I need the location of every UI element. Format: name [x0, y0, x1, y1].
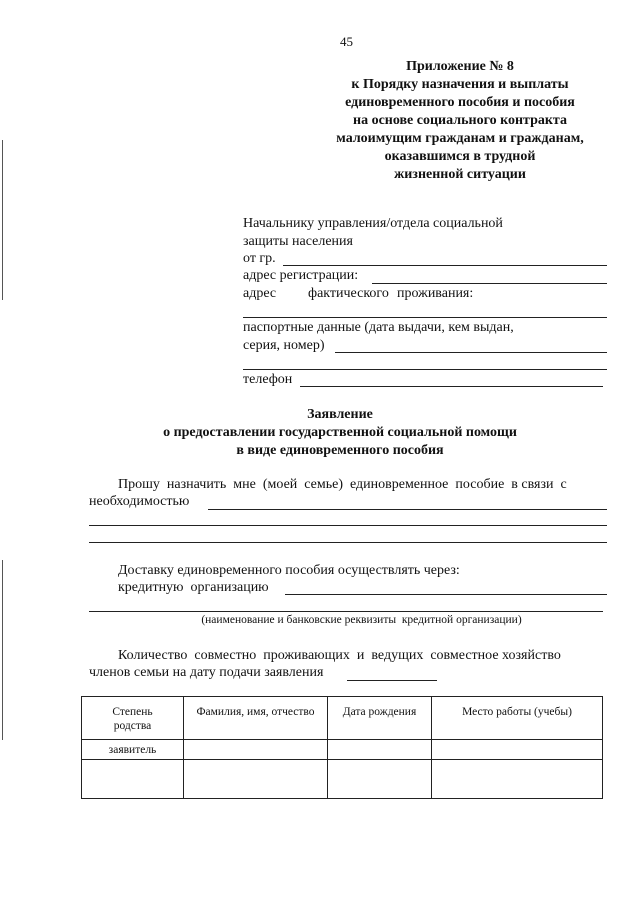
cell-relation[interactable]: [82, 760, 184, 799]
actual-address-word1: адрес: [243, 286, 277, 301]
header-relation: [82, 697, 184, 740]
scan-edge-line: [2, 560, 3, 740]
members-line1: Количество совместно проживающих и ведущих совместное хозяйство: [118, 648, 561, 663]
appendix-line: к Порядку назначения и выплаты: [351, 77, 569, 92]
page-number: 45: [340, 34, 353, 49]
header-relation-line1: Степень: [112, 706, 153, 718]
actual-address-field[interactable]: [243, 317, 607, 318]
credit-org-field[interactable]: [285, 594, 607, 595]
from-label: от гр.: [243, 251, 276, 266]
from-field[interactable]: [283, 265, 607, 266]
reason-field-3[interactable]: [89, 542, 607, 543]
header-relation-line2: родства: [113, 720, 152, 732]
passport-field[interactable]: [335, 352, 607, 353]
family-members-table: [81, 696, 603, 799]
registration-label: адрес регистрации:: [243, 268, 359, 283]
statement-heading: [130, 406, 550, 460]
members-line2: членов семьи на дату подачи заявления: [89, 665, 324, 680]
table-row: [82, 760, 603, 799]
appendix-line: жизненной ситуации: [394, 167, 526, 182]
actual-address-word3: проживания:: [397, 286, 474, 301]
cell-birth[interactable]: [328, 760, 432, 799]
appendix-line: единовременного пособия и пособия: [345, 95, 575, 110]
table-row: [82, 740, 603, 760]
passport-line1: паспортные данные (дата выдачи, кем выдан,: [243, 320, 514, 335]
appendix-title: Приложение № 8: [406, 59, 514, 74]
cell-work[interactable]: [432, 740, 603, 760]
cell-birth[interactable]: [328, 740, 432, 760]
phone-label: телефон: [243, 372, 293, 387]
reason-field[interactable]: [208, 509, 607, 510]
request-line2: необходимостью: [89, 494, 190, 509]
appendix-line: малоимущим гражданам и гражданам,: [336, 131, 584, 146]
credit-org-note: (наименование и банковские реквизиты кредитной организации): [201, 614, 522, 626]
reason-field-2[interactable]: [89, 525, 607, 526]
passport-line2: серия, номер): [243, 338, 325, 353]
appendix-header: [300, 58, 620, 184]
members-count-field[interactable]: [347, 680, 437, 681]
header-name: Фамилия, имя, отчество: [184, 697, 328, 740]
phone-field[interactable]: [300, 386, 603, 387]
cell-work[interactable]: [432, 760, 603, 799]
cell-relation: заявитель: [82, 740, 184, 760]
delivery-line2: кредитную организацию: [118, 580, 269, 595]
statement-subtitle: в виде единовременного пособия: [236, 443, 444, 458]
registration-field[interactable]: [372, 283, 607, 284]
header-work: Место работы (учебы): [432, 697, 603, 740]
cell-name[interactable]: [184, 760, 328, 799]
scan-edge-line: [2, 140, 3, 300]
addressee-line2: защиты населения: [243, 234, 353, 249]
passport-field-2[interactable]: [243, 369, 607, 370]
delivery-line1: Доставку единовременного пособия осуществлять через:: [118, 563, 460, 578]
statement-subtitle: о предоставлении государственной социальной помощи: [163, 425, 517, 440]
actual-address-word2: фактического: [308, 286, 389, 301]
appendix-line: оказавшимся в трудной: [384, 149, 536, 164]
header-birth: Дата рождения: [328, 697, 432, 740]
credit-org-field-2[interactable]: [89, 611, 603, 612]
cell-name[interactable]: [184, 740, 328, 760]
table-header-row: [82, 697, 603, 740]
addressee-line1: Начальнику управления/отдела социальной: [243, 216, 503, 231]
request-line1: Прошу назначить мне (моей семье) единовременное пособие в связи с: [118, 477, 567, 492]
appendix-line: на основе социального контракта: [353, 113, 567, 128]
statement-title: Заявление: [307, 407, 373, 422]
